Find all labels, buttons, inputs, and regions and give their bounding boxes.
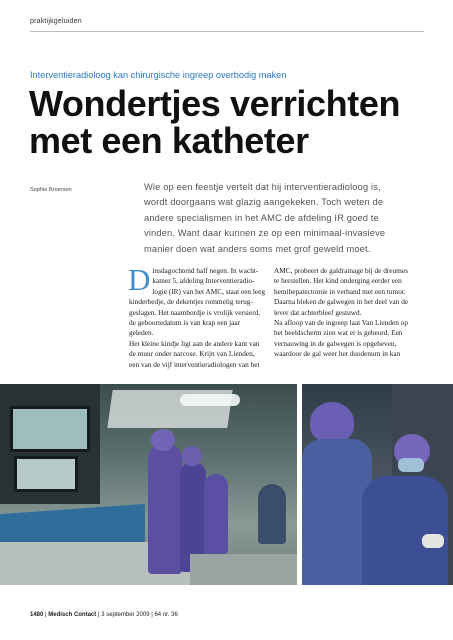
radiologist-photo bbox=[302, 384, 453, 585]
body-line: vernauwing in de galwegen is opgeheven, bbox=[274, 338, 397, 348]
article-kicker: Interventieradioloog kan chirurgische ingreep overbodig maken bbox=[30, 70, 287, 80]
intro-line: Wie op een feestje vertelt dat hij interventieradioloog is, bbox=[144, 182, 381, 192]
body-line: Daarna bleken de galwegen in het deel van de bbox=[274, 297, 409, 307]
header-divider bbox=[30, 31, 424, 32]
surgeon-figure bbox=[204, 474, 228, 554]
footer-separator: | bbox=[97, 612, 100, 618]
body-line: het beeldscherm zien wat er is gebeurd. Een bbox=[274, 328, 403, 338]
surgeon-head bbox=[151, 429, 175, 451]
monitor-screen bbox=[14, 456, 78, 492]
operating-room-photo bbox=[0, 384, 297, 585]
page-number: 1480 bbox=[30, 612, 44, 618]
body-line: logie (IR) van het AMC, staat een leeg bbox=[152, 286, 266, 296]
body-column-2 bbox=[274, 266, 424, 360]
headline-line-2: met een katheter bbox=[29, 120, 309, 161]
body-line: lever dat achterbleef gestuwd. bbox=[274, 307, 362, 317]
intro-line: vinden. Want daar kunnen ze op een minimaal-invasieve bbox=[144, 228, 386, 239]
body-line: de geboortedatum is van krap een jaar geleden. bbox=[129, 318, 241, 338]
body-line: Het kleine kindje ligt aan de andere kant van bbox=[129, 338, 260, 348]
floor bbox=[190, 554, 297, 585]
intro-line: manier doen wat anders soms met grof geweld moet. bbox=[144, 243, 371, 254]
footer-separator: | bbox=[151, 612, 153, 618]
body-line: de muur onder narcose. Krijn van Lienden, bbox=[129, 349, 255, 359]
byline: Sophie Broersen bbox=[30, 187, 72, 193]
monitor-screen bbox=[10, 406, 90, 452]
surgeon-figure bbox=[258, 484, 286, 544]
headline-line-1: Wondertjes verrichten bbox=[29, 83, 401, 124]
issue-date: 3 september 2009 bbox=[101, 612, 150, 618]
body-line: insdagochtend half negen. In wacht- bbox=[152, 266, 259, 275]
ceiling-lamp bbox=[180, 394, 240, 406]
article-intro bbox=[144, 180, 429, 257]
page-footer bbox=[30, 612, 178, 618]
photo-strip bbox=[0, 384, 453, 585]
surgeon-head bbox=[182, 446, 202, 466]
glove-hand bbox=[422, 534, 444, 548]
body-line: hemihepatectomie in verband met een tumor. bbox=[274, 286, 406, 296]
intro-line: andere specialismen in het AMC de afdeling IR goed te bbox=[144, 212, 379, 223]
drop-cap: D bbox=[128, 262, 151, 297]
body-line: geslagen. Het naambordje is vrolijk versierd, bbox=[129, 307, 261, 317]
body-column-1 bbox=[128, 262, 266, 370]
section-label: praktijkgeluiden bbox=[30, 18, 82, 25]
body-line: Na afloop van de ingreep laat Van Lienden op bbox=[274, 318, 408, 328]
body-line: AMC, probeert de galdrainage bij de dreumes bbox=[274, 266, 408, 275]
body-line: een van de vijf interventieradiologen van het bbox=[129, 359, 260, 369]
intro-line: wordt doorgaans wat glazig aangekeken. Toch weten de bbox=[144, 197, 384, 208]
face-mask bbox=[398, 458, 424, 472]
body-line: kinderbedje, de dekentjes rommelig terug- bbox=[129, 297, 253, 307]
article-headline bbox=[29, 85, 429, 159]
journal-name: Medisch Contact bbox=[48, 612, 97, 618]
surgeon-figure bbox=[148, 444, 182, 574]
surgeon-head bbox=[310, 402, 354, 442]
footer-separator: | bbox=[45, 612, 47, 618]
issue-number: 64 nr. 36 bbox=[154, 612, 178, 618]
surgeon-figure bbox=[362, 476, 448, 585]
body-line: te herstellen. Het kind onderging eerder een bbox=[274, 276, 402, 286]
body-line: waardoor de gal weer het duodenum in kan bbox=[274, 349, 401, 359]
body-line: kamer 5, afdeling Interventieradio- bbox=[152, 276, 255, 286]
